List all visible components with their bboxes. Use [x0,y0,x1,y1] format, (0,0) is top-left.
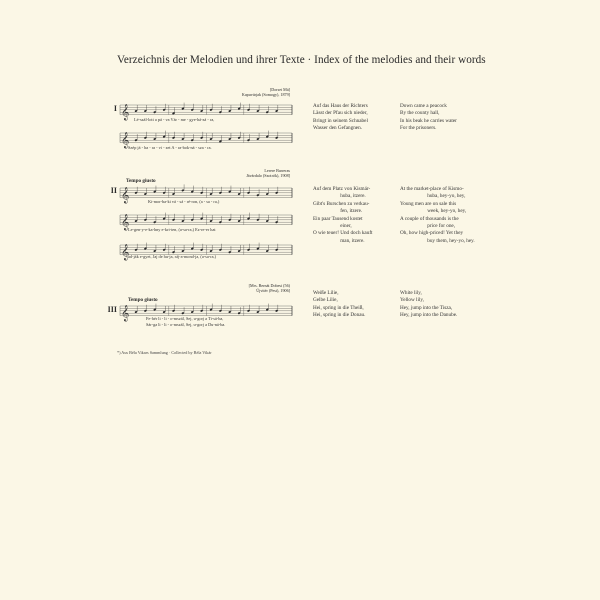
verse-line: einer, [313,222,352,229]
treble-clef-icon: 𝄞 [121,104,130,121]
page-title: Verzeichnis der Melodien und ihrer Texte · Index of the melodies and their words [117,54,486,66]
verse-line: Auf das Haus der Richters [313,103,368,109]
melody-numeral: I [113,104,117,113]
verse-line: In his beak he carries water [400,117,457,124]
treble-clef-icon: 𝄞 [121,187,130,204]
verse-line: Hey, jump into the Danube. [400,312,458,319]
lyrics-line: Ki-mor-ba-ki vá - sá - ré-ron, (a - sa - ra,) [148,199,220,204]
verse-german [313,186,373,245]
melody-source-line: Jávárdalo (Szotrók), 1908] [246,172,290,178]
lyrics-line: Le-gen-y-e-ka-hny e-kri-ten, (a-sa-ra,) Ez-re-er hat [128,227,216,232]
verse-line: Gelbe Lilie, [313,297,338,304]
lyrics-line: Sár-ga li - li - o-mszál, Sej, u-gorj a Du-ná-ba. [146,322,226,327]
verse-german [313,290,365,320]
melody-source [224,88,290,98]
verse-line: A couple of thousands is the [400,215,459,222]
lyrics-line: Szép já - ba - ra - vi - zet A - ra-bok-ná - sza - ra. [128,145,212,150]
melody-source-line: Újvitér (Pest), 1906] [256,287,290,293]
verse-line: Lässt der Pfau sich nieder, [313,110,368,117]
verse-line: Weiße Lilie, [313,290,339,296]
verse-line: Hei, spring in die Theiß, [313,304,364,311]
verse-line: For the prisoners. [400,125,437,132]
verse-line: huba, hey-yo, hey, [400,193,466,200]
verse-line: Hey, jump into the Tisza, [400,304,453,311]
treble-clef-icon: 𝄞 [121,214,130,231]
lyrics-line: Lé-szál-lott a pá - va Vár - me - gye-há-zá - ra, [134,117,215,122]
verse-line: White lily, [400,290,422,296]
verse-line: O wie teuer! Und doch kauft [313,230,373,237]
verse-line: Auf dem Platz von Kismár- [313,186,371,192]
tempo-marking: Tempo giusto [128,297,158,303]
melody-source-line: [Mrs. Bernát Dobesi (56) [248,283,290,288]
verse-line: At the market-place of Kismo- [400,186,464,192]
melody-source-line: [Dorset Mä] [269,87,290,92]
melody-source [224,169,290,179]
verse-line: Young men are on sale this [400,200,457,207]
verse-line: man, itzere. [313,237,365,244]
verse-english [400,186,475,245]
treble-clef-icon: 𝄞 [121,244,130,261]
lyrics-line: ad-ják e-gyet, Jaj de hu-ja, ráj-a-mond-ja, (a-sa-ra,) [128,254,217,259]
verse-line: week, hey-yo, hey, [400,208,467,215]
verse-line: Oh, how high-priced! Yet they [400,230,464,237]
verse-line: Bringt in seinem Schnabel [313,117,368,124]
verse-english [400,103,457,133]
verse-line: fen, itzere. [313,208,363,215]
verse-line: Down came a peacock [400,103,447,109]
melody-source [224,284,290,294]
melody-numeral: II [110,186,117,195]
verse-line: Yellow lily, [400,297,424,304]
treble-clef-icon: 𝄞 [121,132,130,149]
melody-numeral: III [107,305,117,314]
verse-line: price for one, [400,222,456,229]
verse-german [313,103,368,133]
verse-line: huba, itzere. [313,193,366,200]
verse-line: Hei, spring in die Donau. [313,312,366,319]
verse-line: By the county hall, [400,110,440,117]
treble-clef-icon: 𝄞 [121,305,130,322]
footnote: *) Aus Béla Vikars Sammlung · Collected by Béla Vikár [117,350,212,355]
verse-line: Ein paar Tausend kostet [313,215,363,222]
melody-source-line: Lerere Barreras [264,168,290,173]
verse-line: Wasser den Gefangnen. [313,125,362,132]
verse-line: buy them, hey-yo, hey. [400,237,475,244]
melody-source-line: Kapuvárjak (Somogy), 1879] [241,91,290,97]
verse-line: Gibt's Burschen zu verkau- [313,200,370,207]
verse-english [400,290,457,320]
tempo-marking: Tempo giusto [126,178,156,184]
lyrics-line: Fe-hér li - li - o-mszál, Sej, u-gorj a Ti-sá-ba, [146,316,224,321]
